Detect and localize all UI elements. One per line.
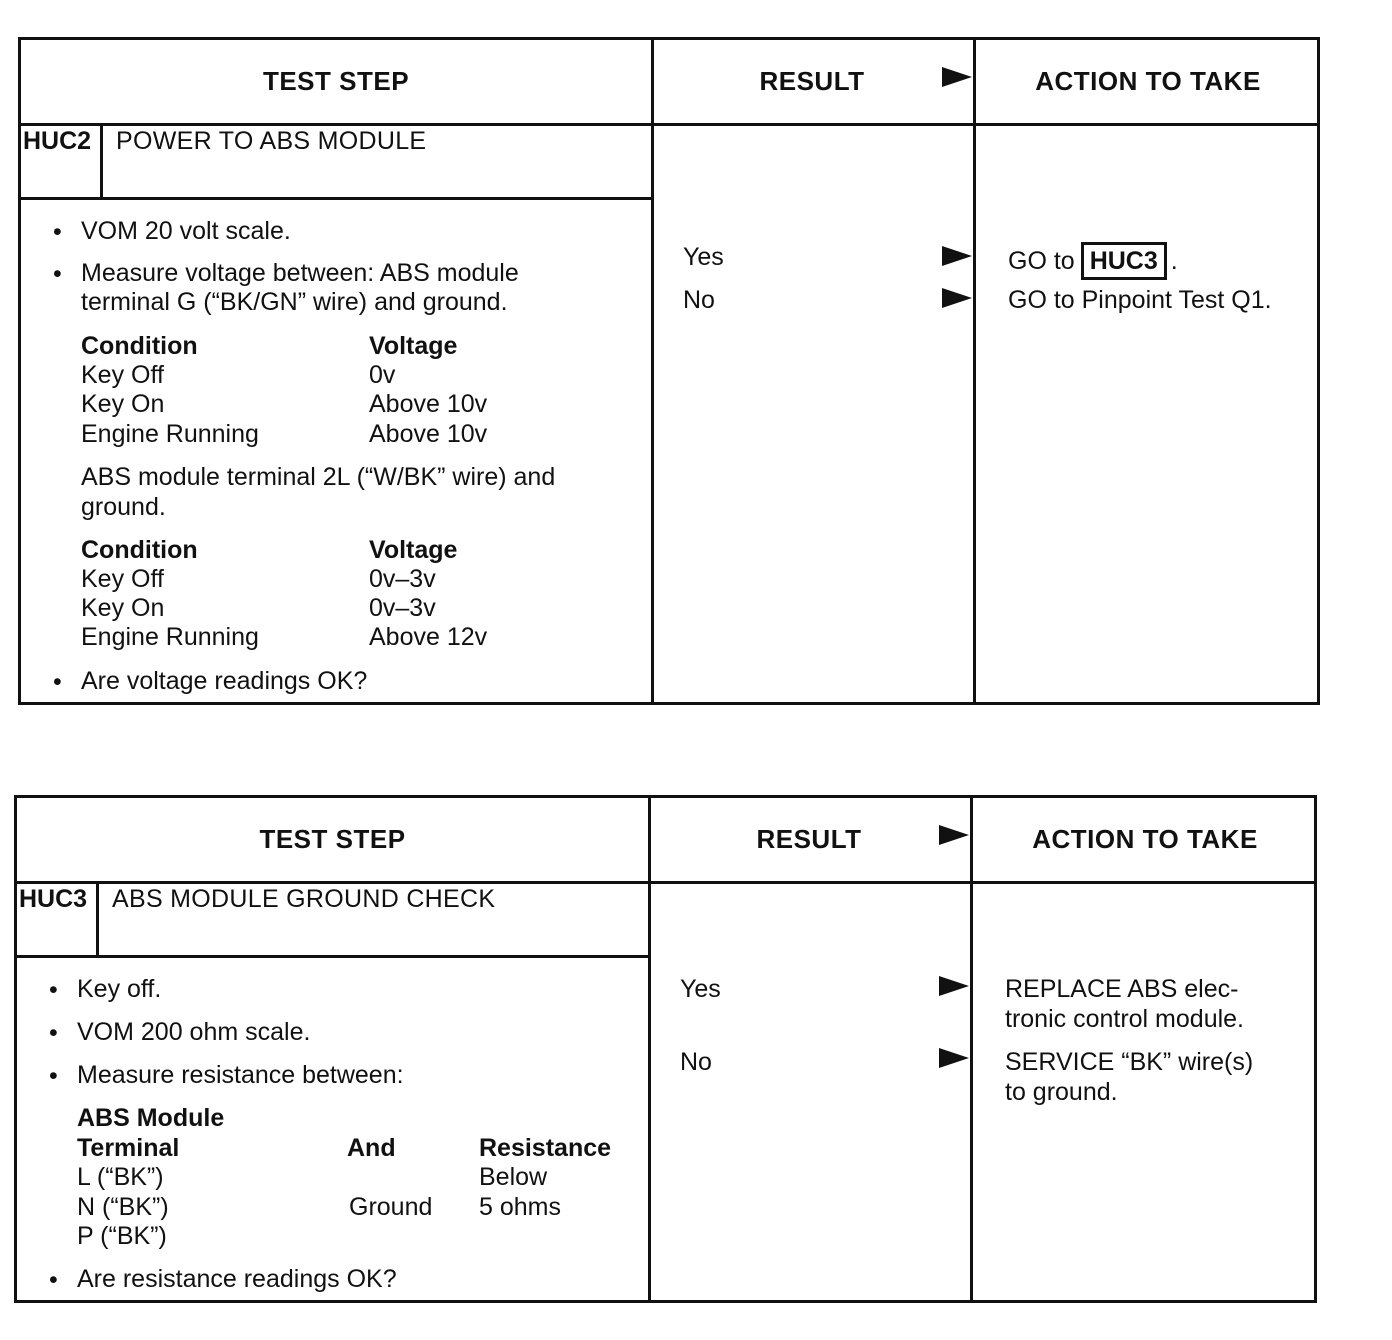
result-no: No — [680, 1048, 712, 1076]
action-no: SERVICE “BK” wire(s) — [1005, 1048, 1254, 1076]
step-title: ABS MODULE GROUND CHECK — [112, 885, 496, 913]
table-header — [17, 798, 1314, 884]
header-result: RESULT — [759, 66, 865, 96]
condition-cell: Key Off — [81, 565, 164, 593]
col-and: And — [347, 1134, 396, 1162]
resistance-cell: 5 ohms — [479, 1193, 561, 1221]
step-reference-box[interactable]: HUC3 — [1081, 242, 1167, 280]
terminal-cell: N (“BK”) — [77, 1193, 169, 1221]
instruction: VOM 20 volt scale. — [81, 217, 291, 245]
col-voltage: Voltage — [369, 536, 458, 564]
column-divider — [973, 40, 976, 702]
step-id: HUC3 — [19, 885, 88, 913]
and-cell: Ground — [349, 1193, 433, 1221]
bullet-icon: • — [49, 976, 58, 1004]
result-yes: Yes — [680, 975, 721, 1003]
bullet-icon: • — [53, 218, 62, 246]
instruction: Measure resistance between: — [77, 1061, 404, 1089]
bullet-icon: • — [49, 1062, 58, 1090]
instruction: Are resistance readings OK? — [77, 1265, 397, 1293]
arrow-right-icon — [939, 825, 969, 845]
action-no: to ground. — [1005, 1078, 1118, 1106]
condition-cell: Key On — [81, 390, 165, 418]
result-yes: Yes — [683, 243, 724, 271]
bullet-icon: • — [49, 1266, 58, 1294]
header-result: RESULT — [756, 824, 862, 854]
step-id: HUC2 — [23, 127, 92, 155]
condition-cell: Key On — [81, 594, 165, 622]
header-action: ACTION TO TAKE — [1032, 824, 1258, 854]
header-action: ACTION TO TAKE — [1035, 66, 1261, 96]
voltage-cell: 0v–3v — [369, 565, 436, 593]
action-text: . — [1170, 247, 1178, 275]
voltage-cell: Above 10v — [369, 390, 488, 418]
action-yes — [1008, 242, 1178, 280]
terminal-cell: L (“BK”) — [77, 1163, 164, 1191]
col-condition: Condition — [81, 332, 198, 360]
action-yes: REPLACE ABS elec- — [1005, 975, 1239, 1003]
condition-cell: Engine Running — [81, 420, 259, 448]
table-header — [21, 40, 1317, 126]
bullet-icon: • — [53, 668, 62, 696]
condition-cell: Engine Running — [81, 623, 259, 651]
arrow-right-icon — [942, 288, 972, 308]
test-table-huc2 — [18, 37, 1320, 705]
action-text: GO to — [1008, 247, 1075, 275]
step-title: POWER TO ABS MODULE — [116, 127, 427, 155]
terminal-cell: P (“BK”) — [77, 1222, 167, 1250]
arrow-right-icon — [942, 246, 972, 266]
col-resistance: Resistance — [479, 1134, 612, 1162]
instruction: VOM 200 ohm scale. — [77, 1018, 311, 1046]
arrow-right-icon — [939, 976, 969, 996]
col-abs-module: ABS Module — [77, 1104, 225, 1132]
action-yes: tronic control module. — [1005, 1005, 1245, 1033]
col-condition: Condition — [81, 536, 198, 564]
col-voltage: Voltage — [369, 332, 458, 360]
instruction: ABS module terminal 2L (“W/BK” wire) and — [81, 463, 556, 491]
instruction: terminal G (“BK/GN” wire) and ground. — [81, 288, 508, 316]
instruction: Key off. — [77, 975, 162, 1003]
col-terminal: Terminal — [77, 1134, 180, 1162]
bullet-icon: • — [53, 260, 62, 288]
arrow-right-icon — [939, 1048, 969, 1068]
header-test-step: TEST STEP — [262, 66, 410, 96]
instruction: Are voltage readings OK? — [81, 667, 368, 695]
column-divider — [970, 798, 973, 1300]
arrow-right-icon — [942, 67, 972, 87]
instruction: ground. — [81, 493, 166, 521]
voltage-cell: 0v–3v — [369, 594, 436, 622]
voltage-cell: Above 10v — [369, 420, 488, 448]
voltage-cell: 0v — [369, 361, 396, 389]
header-test-step: TEST STEP — [259, 824, 406, 854]
voltage-cell: Above 12v — [369, 623, 488, 651]
action-no: GO to Pinpoint Test Q1. — [1008, 286, 1272, 314]
instruction: Measure voltage between: ABS module — [81, 259, 519, 287]
bullet-icon: • — [49, 1019, 58, 1047]
test-table-huc3 — [14, 795, 1317, 1303]
column-divider — [648, 798, 651, 1300]
result-no: No — [683, 286, 715, 314]
condition-cell: Key Off — [81, 361, 164, 389]
resistance-cell: Below — [479, 1163, 548, 1191]
